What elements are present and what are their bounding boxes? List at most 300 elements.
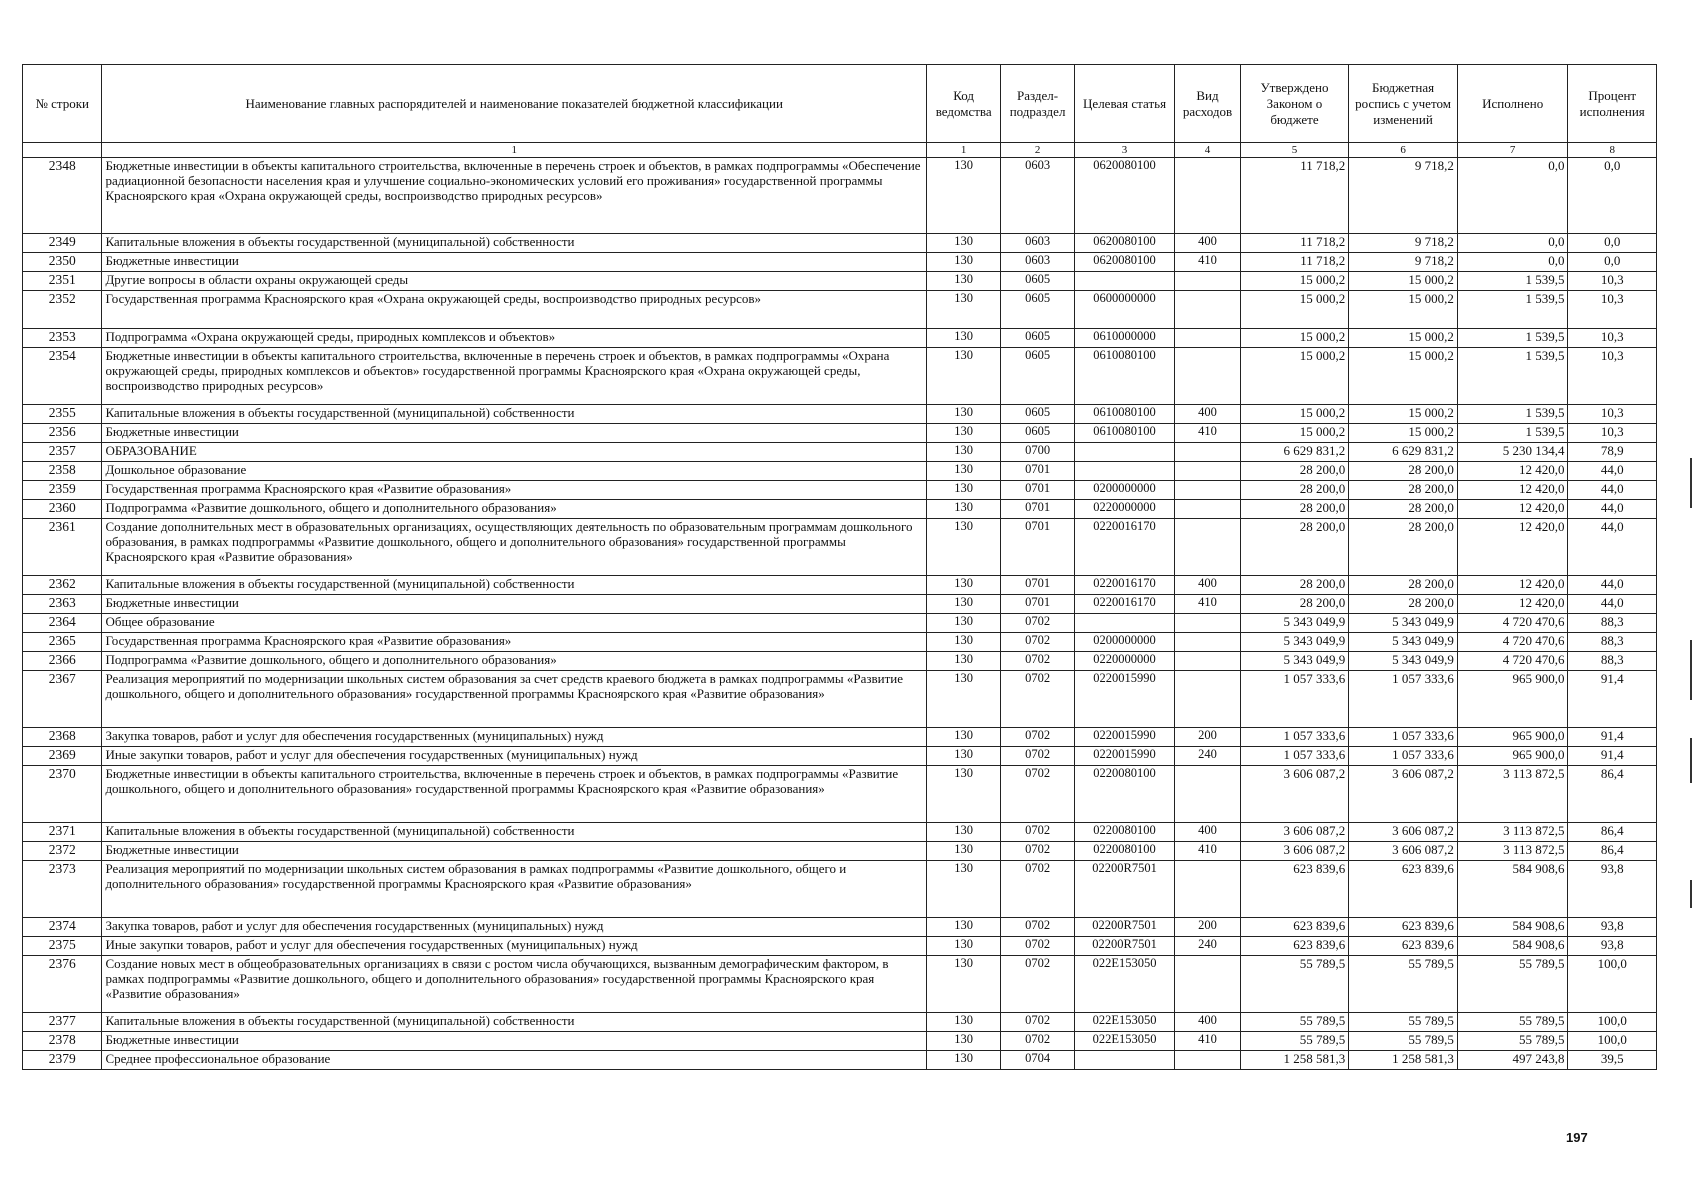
executed-amount: 1 539,5 xyxy=(1457,348,1568,405)
executed-amount: 12 420,0 xyxy=(1457,500,1568,519)
row-number: 2378 xyxy=(23,1032,102,1051)
row-number: 2373 xyxy=(23,861,102,918)
percent-executed: 86,4 xyxy=(1568,823,1657,842)
approved-amount: 28 200,0 xyxy=(1240,462,1349,481)
row-name: Капитальные вложения в объекты государственной (муниципальной) собственности xyxy=(102,823,927,842)
executed-amount: 965 900,0 xyxy=(1457,728,1568,747)
approved-amount: 11 718,2 xyxy=(1240,253,1349,272)
expense-type: 400 xyxy=(1175,1013,1240,1032)
target-code: 0610080100 xyxy=(1074,405,1175,424)
approved-amount: 3 606 087,2 xyxy=(1240,842,1349,861)
budget-amount: 15 000,2 xyxy=(1349,272,1458,291)
target-code xyxy=(1074,443,1175,462)
table-row xyxy=(23,443,1657,462)
percent-executed: 91,4 xyxy=(1568,728,1657,747)
budget-amount: 6 629 831,2 xyxy=(1349,443,1458,462)
percent-executed: 0,0 xyxy=(1568,253,1657,272)
dept-code: 130 xyxy=(926,918,1000,937)
section-code: 0702 xyxy=(1001,766,1074,823)
expense-type xyxy=(1175,462,1240,481)
budget-amount: 1 258 581,3 xyxy=(1349,1051,1458,1070)
table-body xyxy=(23,158,1657,1070)
approved-amount: 55 789,5 xyxy=(1240,956,1349,1013)
expense-type: 200 xyxy=(1175,918,1240,937)
table-row xyxy=(23,747,1657,766)
dept-code: 130 xyxy=(926,766,1000,823)
budget-amount: 55 789,5 xyxy=(1349,1013,1458,1032)
target-code: 0220016170 xyxy=(1074,576,1175,595)
approved-amount: 5 343 049,9 xyxy=(1240,652,1349,671)
budget-amount: 3 606 087,2 xyxy=(1349,766,1458,823)
section-code: 0700 xyxy=(1001,443,1074,462)
expense-type xyxy=(1175,614,1240,633)
budget-amount: 623 839,6 xyxy=(1349,861,1458,918)
dept-code: 130 xyxy=(926,633,1000,652)
table-row xyxy=(23,652,1657,671)
target-code: 0620080100 xyxy=(1074,253,1175,272)
row-name: Государственная программа Красноярского края «Развитие образования» xyxy=(102,481,927,500)
executed-amount: 1 539,5 xyxy=(1457,291,1568,329)
dept-code: 130 xyxy=(926,348,1000,405)
table-row xyxy=(23,918,1657,937)
row-name: Реализация мероприятий по модернизации школьных систем образования в рамках подпрограммы «Развитие дошкольного, общего и дополнительного образования» государственной программы Красноярского края «Развитие образования» xyxy=(102,861,927,918)
budget-amount: 3 606 087,2 xyxy=(1349,823,1458,842)
header-expense-type: Вид расходов xyxy=(1175,65,1240,143)
percent-executed: 10,3 xyxy=(1568,272,1657,291)
dept-code: 130 xyxy=(926,576,1000,595)
percent-executed: 44,0 xyxy=(1568,481,1657,500)
percent-executed: 100,0 xyxy=(1568,1013,1657,1032)
dept-code: 130 xyxy=(926,405,1000,424)
row-number: 2369 xyxy=(23,747,102,766)
budget-amount: 9 718,2 xyxy=(1349,253,1458,272)
row-name: Бюджетные инвестиции xyxy=(102,842,927,861)
percent-executed: 10,3 xyxy=(1568,329,1657,348)
section-code: 0704 xyxy=(1001,1051,1074,1070)
expense-type xyxy=(1175,500,1240,519)
approved-amount: 1 057 333,6 xyxy=(1240,728,1349,747)
budget-amount: 55 789,5 xyxy=(1349,1032,1458,1051)
executed-amount: 1 539,5 xyxy=(1457,272,1568,291)
target-code: 022E153050 xyxy=(1074,1013,1175,1032)
row-number: 2366 xyxy=(23,652,102,671)
target-code: 0610080100 xyxy=(1074,348,1175,405)
table-row xyxy=(23,272,1657,291)
row-name: Подпрограмма «Охрана окружающей среды, природных комплексов и объектов» xyxy=(102,329,927,348)
expense-type xyxy=(1175,1051,1240,1070)
expense-type: 400 xyxy=(1175,576,1240,595)
row-number: 2367 xyxy=(23,671,102,728)
budget-amount: 1 057 333,6 xyxy=(1349,671,1458,728)
row-number: 2348 xyxy=(23,158,102,234)
executed-amount: 584 908,6 xyxy=(1457,937,1568,956)
executed-amount: 584 908,6 xyxy=(1457,918,1568,937)
row-name: Закупка товаров, работ и услуг для обеспечения государственных (муниципальных) нужд xyxy=(102,918,927,937)
expense-type xyxy=(1175,633,1240,652)
section-code: 0701 xyxy=(1001,462,1074,481)
dept-code: 130 xyxy=(926,424,1000,443)
expense-type: 410 xyxy=(1175,424,1240,443)
row-number: 2372 xyxy=(23,842,102,861)
percent-executed: 91,4 xyxy=(1568,747,1657,766)
column-number: 1 xyxy=(102,143,927,158)
executed-amount: 55 789,5 xyxy=(1457,956,1568,1013)
table-row xyxy=(23,728,1657,747)
section-code: 0702 xyxy=(1001,1013,1074,1032)
expense-type xyxy=(1175,158,1240,234)
approved-amount: 1 057 333,6 xyxy=(1240,747,1349,766)
row-number: 2353 xyxy=(23,329,102,348)
budget-amount: 28 200,0 xyxy=(1349,519,1458,576)
budget-amount: 28 200,0 xyxy=(1349,576,1458,595)
target-code: 0600000000 xyxy=(1074,291,1175,329)
expense-type xyxy=(1175,291,1240,329)
table-row xyxy=(23,1032,1657,1051)
row-number: 2364 xyxy=(23,614,102,633)
section-code: 0701 xyxy=(1001,576,1074,595)
expense-type: 240 xyxy=(1175,747,1240,766)
section-code: 0702 xyxy=(1001,652,1074,671)
table-row xyxy=(23,253,1657,272)
row-number: 2370 xyxy=(23,766,102,823)
approved-amount: 15 000,2 xyxy=(1240,348,1349,405)
column-number: 2 xyxy=(1001,143,1074,158)
target-code: 0610080100 xyxy=(1074,424,1175,443)
expense-type xyxy=(1175,671,1240,728)
executed-amount: 12 420,0 xyxy=(1457,462,1568,481)
header-section: Раздел-подраздел xyxy=(1001,65,1074,143)
header-budget-list: Бюджетная роспись с учетом изменений xyxy=(1349,65,1458,143)
row-number: 2355 xyxy=(23,405,102,424)
expense-type: 410 xyxy=(1175,842,1240,861)
executed-amount: 12 420,0 xyxy=(1457,519,1568,576)
scan-edge-mark xyxy=(1690,738,1692,783)
section-code: 0701 xyxy=(1001,481,1074,500)
approved-amount: 15 000,2 xyxy=(1240,272,1349,291)
section-code: 0701 xyxy=(1001,519,1074,576)
percent-executed: 10,3 xyxy=(1568,348,1657,405)
expense-type xyxy=(1175,348,1240,405)
section-code: 0702 xyxy=(1001,861,1074,918)
row-number: 2362 xyxy=(23,576,102,595)
header-approved: Утверждено Законом о бюджете xyxy=(1240,65,1349,143)
section-code: 0702 xyxy=(1001,747,1074,766)
percent-executed: 93,8 xyxy=(1568,861,1657,918)
row-name: Реализация мероприятий по модернизации школьных систем образования за счет средств краевого бюджета в рамках подпрограммы «Развитие дошкольного, общего и дополнительного образования» государственной программы Красноярского края «Развитие образования» xyxy=(102,671,927,728)
section-code: 0702 xyxy=(1001,937,1074,956)
approved-amount: 623 839,6 xyxy=(1240,937,1349,956)
row-name: Бюджетные инвестиции xyxy=(102,595,927,614)
table-row xyxy=(23,462,1657,481)
percent-executed: 88,3 xyxy=(1568,633,1657,652)
expense-type xyxy=(1175,652,1240,671)
dept-code: 130 xyxy=(926,937,1000,956)
approved-amount: 28 200,0 xyxy=(1240,481,1349,500)
row-name: Капитальные вложения в объекты государственной (муниципальной) собственности xyxy=(102,405,927,424)
percent-executed: 0,0 xyxy=(1568,158,1657,234)
budget-amount: 9 718,2 xyxy=(1349,158,1458,234)
table-row xyxy=(23,1051,1657,1070)
percent-executed: 44,0 xyxy=(1568,519,1657,576)
budget-amount: 15 000,2 xyxy=(1349,291,1458,329)
approved-amount: 15 000,2 xyxy=(1240,405,1349,424)
dept-code: 130 xyxy=(926,1032,1000,1051)
table-row xyxy=(23,576,1657,595)
header-executed: Исполнено xyxy=(1457,65,1568,143)
approved-amount: 5 343 049,9 xyxy=(1240,633,1349,652)
header-dept-code: Код ведомства xyxy=(926,65,1000,143)
section-code: 0702 xyxy=(1001,671,1074,728)
target-code: 0220080100 xyxy=(1074,823,1175,842)
section-code: 0603 xyxy=(1001,158,1074,234)
approved-amount: 15 000,2 xyxy=(1240,291,1349,329)
row-name: Государственная программа Красноярского края «Развитие образования» xyxy=(102,633,927,652)
header-row-number: № строки xyxy=(23,65,102,143)
approved-amount: 55 789,5 xyxy=(1240,1032,1349,1051)
expense-type: 410 xyxy=(1175,1032,1240,1051)
percent-executed: 44,0 xyxy=(1568,595,1657,614)
percent-executed: 88,3 xyxy=(1568,652,1657,671)
row-name: Создание дополнительных мест в образовательных организациях, осуществляющих деятельность по образовательным программам дошкольного образования, в рамках подпрограммы «Развитие дошкольного, общего и дополнительного образования» государственной программы Красноярского края «Развитие образования» xyxy=(102,519,927,576)
row-number: 2358 xyxy=(23,462,102,481)
target-code: 0220015990 xyxy=(1074,671,1175,728)
table-row xyxy=(23,595,1657,614)
percent-executed: 10,3 xyxy=(1568,405,1657,424)
row-name: Бюджетные инвестиции xyxy=(102,424,927,443)
row-name: Создание новых мест в общеобразовательных организациях в связи с ростом числа обучающихся, вызванным демографическим фактором, в рамках подпрограммы «Развитие дошкольного, общего и дополнительного образования» государственной программы Красноярского края «Развитие образования» xyxy=(102,956,927,1013)
section-code: 0701 xyxy=(1001,500,1074,519)
target-code: 022E153050 xyxy=(1074,956,1175,1013)
budget-amount: 15 000,2 xyxy=(1349,348,1458,405)
percent-executed: 100,0 xyxy=(1568,956,1657,1013)
section-code: 0701 xyxy=(1001,595,1074,614)
column-number: 7 xyxy=(1457,143,1568,158)
percent-executed: 100,0 xyxy=(1568,1032,1657,1051)
row-name: Подпрограмма «Развитие дошкольного, общего и дополнительного образования» xyxy=(102,500,927,519)
target-code: 0200000000 xyxy=(1074,481,1175,500)
header-percent: Процент исполнения xyxy=(1568,65,1657,143)
row-number: 2365 xyxy=(23,633,102,652)
row-name: Дошкольное образование xyxy=(102,462,927,481)
row-name: Бюджетные инвестиции в объекты капитального строительства, включенные в перечень строек и объектов, в рамках подпрограммы «Охрана окружающей среды, природных комплексов и объектов» государственной программы Красноярского края «Охрана окружающей среды, воспроизводство природных ресурсов» xyxy=(102,348,927,405)
header-target: Целевая статья xyxy=(1074,65,1175,143)
row-number: 2349 xyxy=(23,234,102,253)
executed-amount: 1 539,5 xyxy=(1457,424,1568,443)
row-number: 2356 xyxy=(23,424,102,443)
dept-code: 130 xyxy=(926,861,1000,918)
table-row xyxy=(23,329,1657,348)
target-code: 0220000000 xyxy=(1074,652,1175,671)
executed-amount: 965 900,0 xyxy=(1457,671,1568,728)
target-code xyxy=(1074,272,1175,291)
approved-amount: 623 839,6 xyxy=(1240,918,1349,937)
row-number: 2361 xyxy=(23,519,102,576)
dept-code: 130 xyxy=(926,614,1000,633)
target-code: 02200R7501 xyxy=(1074,937,1175,956)
dept-code: 130 xyxy=(926,842,1000,861)
approved-amount: 6 629 831,2 xyxy=(1240,443,1349,462)
approved-amount: 15 000,2 xyxy=(1240,329,1349,348)
expense-type: 200 xyxy=(1175,728,1240,747)
row-name: Иные закупки товаров, работ и услуг для обеспечения государственных (муниципальных) нужд xyxy=(102,747,927,766)
dept-code: 130 xyxy=(926,747,1000,766)
budget-amount: 28 200,0 xyxy=(1349,500,1458,519)
approved-amount: 11 718,2 xyxy=(1240,158,1349,234)
executed-amount: 12 420,0 xyxy=(1457,576,1568,595)
row-number: 2376 xyxy=(23,956,102,1013)
budget-amount: 1 057 333,6 xyxy=(1349,747,1458,766)
expense-type xyxy=(1175,956,1240,1013)
page-number: 197 xyxy=(1566,1130,1588,1145)
scan-edge-mark xyxy=(1690,640,1692,700)
budget-execution-table xyxy=(22,64,1657,1070)
section-code: 0605 xyxy=(1001,329,1074,348)
approved-amount: 28 200,0 xyxy=(1240,576,1349,595)
row-name: Закупка товаров, работ и услуг для обеспечения государственных (муниципальных) нужд xyxy=(102,728,927,747)
dept-code: 130 xyxy=(926,158,1000,234)
dept-code: 130 xyxy=(926,671,1000,728)
row-name: Иные закупки товаров, работ и услуг для обеспечения государственных (муниципальных) нужд xyxy=(102,937,927,956)
section-code: 0702 xyxy=(1001,633,1074,652)
approved-amount: 623 839,6 xyxy=(1240,861,1349,918)
executed-amount: 584 908,6 xyxy=(1457,861,1568,918)
budget-amount: 5 343 049,9 xyxy=(1349,614,1458,633)
row-name: Бюджетные инвестиции xyxy=(102,1032,927,1051)
expense-type xyxy=(1175,519,1240,576)
row-name: Капитальные вложения в объекты государственной (муниципальной) собственности xyxy=(102,576,927,595)
table-row xyxy=(23,842,1657,861)
approved-amount: 11 718,2 xyxy=(1240,234,1349,253)
dept-code: 130 xyxy=(926,595,1000,614)
approved-amount: 1 258 581,3 xyxy=(1240,1051,1349,1070)
section-code: 0702 xyxy=(1001,823,1074,842)
column-number: 1 xyxy=(926,143,1000,158)
section-code: 0702 xyxy=(1001,728,1074,747)
budget-amount: 15 000,2 xyxy=(1349,405,1458,424)
percent-executed: 44,0 xyxy=(1568,576,1657,595)
expense-type: 400 xyxy=(1175,405,1240,424)
expense-type xyxy=(1175,481,1240,500)
expense-type: 400 xyxy=(1175,823,1240,842)
executed-amount: 12 420,0 xyxy=(1457,481,1568,500)
executed-amount: 0,0 xyxy=(1457,158,1568,234)
approved-amount: 28 200,0 xyxy=(1240,500,1349,519)
section-code: 0702 xyxy=(1001,842,1074,861)
row-number: 2363 xyxy=(23,595,102,614)
budget-amount: 5 343 049,9 xyxy=(1349,652,1458,671)
row-number: 2360 xyxy=(23,500,102,519)
scan-edge-mark xyxy=(1690,458,1692,508)
percent-executed: 10,3 xyxy=(1568,291,1657,329)
section-code: 0603 xyxy=(1001,234,1074,253)
budget-amount: 28 200,0 xyxy=(1349,462,1458,481)
dept-code: 130 xyxy=(926,253,1000,272)
dept-code: 130 xyxy=(926,728,1000,747)
table-row xyxy=(23,937,1657,956)
row-number: 2352 xyxy=(23,291,102,329)
table-row xyxy=(23,348,1657,405)
budget-amount: 9 718,2 xyxy=(1349,234,1458,253)
row-name: Среднее профессиональное образование xyxy=(102,1051,927,1070)
table-row xyxy=(23,291,1657,329)
target-code: 0620080100 xyxy=(1074,158,1175,234)
budget-amount: 28 200,0 xyxy=(1349,481,1458,500)
target-code xyxy=(1074,1051,1175,1070)
percent-executed: 44,0 xyxy=(1568,462,1657,481)
percent-executed: 10,3 xyxy=(1568,424,1657,443)
percent-executed: 91,4 xyxy=(1568,671,1657,728)
budget-amount: 15 000,2 xyxy=(1349,424,1458,443)
table-row xyxy=(23,500,1657,519)
table-row xyxy=(23,956,1657,1013)
percent-executed: 44,0 xyxy=(1568,500,1657,519)
row-number: 2350 xyxy=(23,253,102,272)
dept-code: 130 xyxy=(926,1051,1000,1070)
section-code: 0605 xyxy=(1001,405,1074,424)
percent-executed: 78,9 xyxy=(1568,443,1657,462)
row-name: Бюджетные инвестиции xyxy=(102,253,927,272)
percent-executed: 86,4 xyxy=(1568,766,1657,823)
row-number: 2351 xyxy=(23,272,102,291)
section-code: 0702 xyxy=(1001,918,1074,937)
approved-amount: 28 200,0 xyxy=(1240,519,1349,576)
expense-type: 400 xyxy=(1175,234,1240,253)
section-code: 0605 xyxy=(1001,291,1074,329)
percent-executed: 39,5 xyxy=(1568,1051,1657,1070)
table-row xyxy=(23,671,1657,728)
approved-amount: 1 057 333,6 xyxy=(1240,671,1349,728)
table-row xyxy=(23,861,1657,918)
target-code: 0220016170 xyxy=(1074,595,1175,614)
executed-amount: 965 900,0 xyxy=(1457,747,1568,766)
approved-amount: 3 606 087,2 xyxy=(1240,766,1349,823)
dept-code: 130 xyxy=(926,291,1000,329)
executed-amount: 4 720 470,6 xyxy=(1457,614,1568,633)
section-code: 0605 xyxy=(1001,424,1074,443)
expense-type: 240 xyxy=(1175,937,1240,956)
section-code: 0605 xyxy=(1001,348,1074,405)
dept-code: 130 xyxy=(926,462,1000,481)
row-name: Капитальные вложения в объекты государственной (муниципальной) собственности xyxy=(102,1013,927,1032)
target-code: 0200000000 xyxy=(1074,633,1175,652)
expense-type: 410 xyxy=(1175,253,1240,272)
budget-amount: 28 200,0 xyxy=(1349,595,1458,614)
budget-amount: 3 606 087,2 xyxy=(1349,842,1458,861)
executed-amount: 12 420,0 xyxy=(1457,595,1568,614)
row-name: Государственная программа Красноярского края «Охрана окружающей среды, воспроизводство природных ресурсов» xyxy=(102,291,927,329)
executed-amount: 3 113 872,5 xyxy=(1457,842,1568,861)
section-code: 0702 xyxy=(1001,614,1074,633)
executed-amount: 55 789,5 xyxy=(1457,1013,1568,1032)
table-row xyxy=(23,234,1657,253)
executed-amount: 497 243,8 xyxy=(1457,1051,1568,1070)
percent-executed: 93,8 xyxy=(1568,937,1657,956)
approved-amount: 55 789,5 xyxy=(1240,1013,1349,1032)
executed-amount: 1 539,5 xyxy=(1457,405,1568,424)
approved-amount: 15 000,2 xyxy=(1240,424,1349,443)
row-number: 2357 xyxy=(23,443,102,462)
expense-type xyxy=(1175,272,1240,291)
row-name: Другие вопросы в области охраны окружающей среды xyxy=(102,272,927,291)
dept-code: 130 xyxy=(926,481,1000,500)
target-code: 0220080100 xyxy=(1074,842,1175,861)
table-row xyxy=(23,1013,1657,1032)
target-code xyxy=(1074,462,1175,481)
row-number: 2354 xyxy=(23,348,102,405)
table-header xyxy=(23,65,1657,158)
dept-code: 130 xyxy=(926,443,1000,462)
target-code: 022E153050 xyxy=(1074,1032,1175,1051)
